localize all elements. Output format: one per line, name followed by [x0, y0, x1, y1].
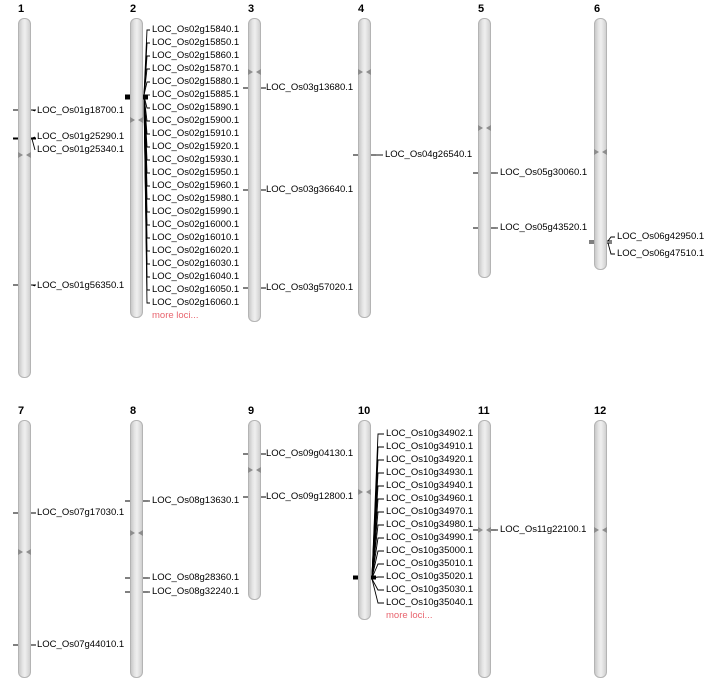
locus-label[interactable]: LOC_Os10g34920.1 — [386, 454, 474, 465]
centromere-marker — [478, 125, 491, 132]
centromere-marker — [478, 527, 491, 534]
locus-connector — [144, 96, 150, 108]
locus-connector — [372, 460, 384, 576]
chromosome-label: 4 — [358, 3, 365, 15]
locus-connector — [144, 30, 150, 95]
centromere-marker — [18, 549, 31, 556]
locus-connector — [372, 579, 384, 590]
locus-label[interactable]: LOC_Os02g16020.1 — [152, 245, 240, 256]
locus-connector — [372, 525, 384, 577]
locus-label[interactable]: LOC_Os06g42950.1 — [617, 231, 705, 242]
locus-label[interactable]: LOC_Os10g34910.1 — [386, 441, 474, 452]
locus-connector — [144, 99, 150, 290]
locus-label[interactable]: LOC_Os02g15885.1 — [152, 89, 240, 100]
locus-connector — [144, 56, 150, 95]
chromosome-label: 11 — [478, 405, 490, 417]
locus-label[interactable]: LOC_Os01g56350.1 — [37, 280, 125, 291]
locus-connector — [32, 110, 35, 111]
centromere-marker — [594, 149, 607, 156]
chromosome-bar[interactable] — [248, 18, 261, 322]
chromosome-label: 8 — [130, 405, 137, 417]
locus-label[interactable]: LOC_Os08g13630.1 — [152, 495, 240, 506]
locus-label[interactable]: LOC_Os04g26540.1 — [385, 149, 473, 160]
locus-connector — [144, 69, 150, 95]
locus-connector — [32, 285, 35, 286]
locus-label[interactable]: LOC_Os02g16030.1 — [152, 258, 240, 269]
locus-label[interactable]: LOC_Os02g15840.1 — [152, 24, 240, 35]
locus-connector — [372, 564, 384, 578]
locus-connector — [372, 551, 384, 578]
more-loci-link[interactable]: more loci... — [386, 610, 433, 621]
locus-label[interactable]: LOC_Os02g15900.1 — [152, 115, 240, 126]
chromosome-label: 3 — [248, 3, 255, 15]
centromere-marker — [130, 530, 143, 537]
chromosome-bar[interactable] — [130, 18, 143, 318]
locus-label[interactable]: LOC_Os02g15930.1 — [152, 154, 240, 165]
locus-connector — [144, 99, 150, 264]
chromosome-bar[interactable] — [478, 420, 491, 678]
locus-connector — [372, 512, 384, 577]
locus-label[interactable]: LOC_Os10g34902.1 — [386, 428, 474, 439]
centromere-marker — [130, 117, 143, 124]
locus-label[interactable]: LOC_Os10g35020.1 — [386, 571, 474, 582]
locus-connector — [144, 96, 150, 147]
centromere-marker — [358, 489, 371, 496]
locus-label[interactable]: LOC_Os10g34960.1 — [386, 493, 474, 504]
locus-label[interactable]: LOC_Os11g22100.1 — [500, 524, 587, 535]
locus-label[interactable]: LOC_Os10g34970.1 — [386, 506, 474, 517]
locus-label[interactable]: LOC_Os10g34930.1 — [386, 467, 474, 478]
locus-label[interactable]: LOC_Os02g15960.1 — [152, 180, 240, 191]
locus-connector — [144, 98, 150, 251]
locus-label[interactable]: LOC_Os02g15890.1 — [152, 102, 240, 113]
centromere-marker — [248, 467, 261, 474]
locus-connector — [608, 237, 615, 241]
locus-connector — [144, 97, 150, 160]
locus-connector — [372, 473, 384, 576]
chromosome-bar[interactable] — [478, 18, 491, 278]
centromere-marker — [18, 152, 31, 159]
locus-connector — [608, 243, 615, 254]
locus-label[interactable]: LOC_Os02g15880.1 — [152, 76, 240, 87]
locus-label[interactable]: LOC_Os02g16050.1 — [152, 284, 240, 295]
more-loci-link[interactable]: more loci... — [152, 310, 199, 321]
locus-connector — [372, 577, 384, 578]
centromere-marker — [248, 69, 261, 76]
locus-connector — [144, 99, 150, 277]
locus-label[interactable]: LOC_Os10g35030.1 — [386, 584, 474, 595]
locus-label[interactable]: LOC_Os05g30060.1 — [500, 167, 588, 178]
locus-label[interactable]: LOC_Os10g35040.1 — [386, 597, 474, 608]
chromosome-label: 2 — [130, 3, 137, 15]
locus-label[interactable]: LOC_Os03g13680.1 — [266, 82, 354, 93]
locus-connector — [372, 499, 384, 577]
locus-label[interactable]: LOC_Os01g18700.1 — [37, 105, 125, 116]
locus-label[interactable]: LOC_Os09g12800.1 — [266, 491, 354, 502]
locus-label[interactable]: LOC_Os02g15950.1 — [152, 167, 240, 178]
chromosome-bar[interactable] — [18, 18, 31, 378]
locus-connector — [144, 82, 150, 95]
locus-connector — [144, 98, 150, 238]
locus-label[interactable]: LOC_Os02g16000.1 — [152, 219, 240, 230]
locus-connector — [372, 579, 384, 603]
locus-label[interactable]: LOC_Os02g15910.1 — [152, 128, 240, 139]
locus-label[interactable]: LOC_Os02g15980.1 — [152, 193, 240, 204]
locus-label[interactable]: LOC_Os10g34980.1 — [386, 519, 474, 530]
chromosome-label: 9 — [248, 405, 255, 417]
locus-connector — [32, 137, 35, 138]
locus-label[interactable]: LOC_Os02g15850.1 — [152, 37, 240, 48]
chromosome-bar[interactable] — [358, 420, 371, 620]
locus-connector — [372, 434, 384, 576]
locus-label[interactable]: LOC_Os02g16060.1 — [152, 297, 240, 308]
locus-label[interactable]: LOC_Os05g43520.1 — [500, 222, 588, 233]
locus-connector — [144, 96, 150, 121]
chromosome-label: 10 — [358, 405, 371, 417]
locus-label[interactable]: LOC_Os03g36640.1 — [266, 184, 354, 195]
locus-connector — [144, 97, 150, 186]
locus-connector — [144, 97, 150, 199]
locus-connector — [372, 486, 384, 577]
chromosome-label: 5 — [478, 3, 485, 15]
locus-connector — [372, 447, 384, 576]
locus-label[interactable]: LOC_Os07g17030.1 — [37, 507, 125, 518]
chromosome-label: 6 — [594, 3, 601, 15]
locus-label[interactable]: LOC_Os03g57020.1 — [266, 282, 354, 293]
locus-label[interactable]: LOC_Os02g15990.1 — [152, 206, 240, 217]
chromosome-label: 12 — [594, 405, 607, 417]
centromere-marker — [594, 527, 607, 534]
chromosome-bar[interactable] — [594, 18, 607, 270]
locus-label[interactable]: LOC_Os08g32240.1 — [152, 586, 240, 597]
locus-label[interactable]: LOC_Os10g34990.1 — [386, 532, 474, 543]
centromere-marker — [358, 69, 371, 76]
locus-label[interactable]: LOC_Os10g35010.1 — [386, 558, 474, 569]
locus-connector — [32, 139, 35, 150]
locus-label[interactable]: LOC_Os02g16010.1 — [152, 232, 240, 243]
chromosome-label: 1 — [18, 3, 25, 15]
chromosome-bar[interactable] — [358, 18, 371, 318]
locus-connector — [144, 98, 150, 225]
locus-label[interactable]: LOC_Os09g04130.1 — [266, 448, 354, 459]
chromosome-bar[interactable] — [248, 420, 261, 600]
locus-connector — [144, 97, 150, 173]
locus-connector — [144, 99, 150, 303]
locus-label[interactable]: LOC_Os01g25340.1 — [37, 144, 125, 155]
locus-connector — [144, 43, 150, 95]
locus-label[interactable]: LOC_Os08g28360.1 — [152, 572, 240, 583]
locus-connector — [144, 96, 150, 134]
locus-connector — [372, 538, 384, 578]
locus-label[interactable]: LOC_Os01g25290.1 — [37, 131, 125, 142]
locus-label[interactable]: LOC_Os02g15920.1 — [152, 141, 240, 152]
locus-label[interactable]: LOC_Os02g15870.1 — [152, 63, 240, 74]
locus-label[interactable]: LOC_Os06g47510.1 — [617, 248, 705, 259]
locus-label[interactable]: LOC_Os02g16040.1 — [152, 271, 240, 282]
locus-label[interactable]: LOC_Os07g44010.1 — [37, 639, 125, 650]
chromosome-bar[interactable] — [594, 420, 607, 678]
chromosome-bar[interactable] — [130, 420, 143, 678]
locus-label[interactable]: LOC_Os10g35000.1 — [386, 545, 474, 556]
locus-connector — [144, 98, 150, 212]
locus-label[interactable]: LOC_Os02g15860.1 — [152, 50, 240, 61]
chromosome-label: 7 — [18, 405, 25, 417]
locus-label[interactable]: LOC_Os10g34940.1 — [386, 480, 474, 491]
